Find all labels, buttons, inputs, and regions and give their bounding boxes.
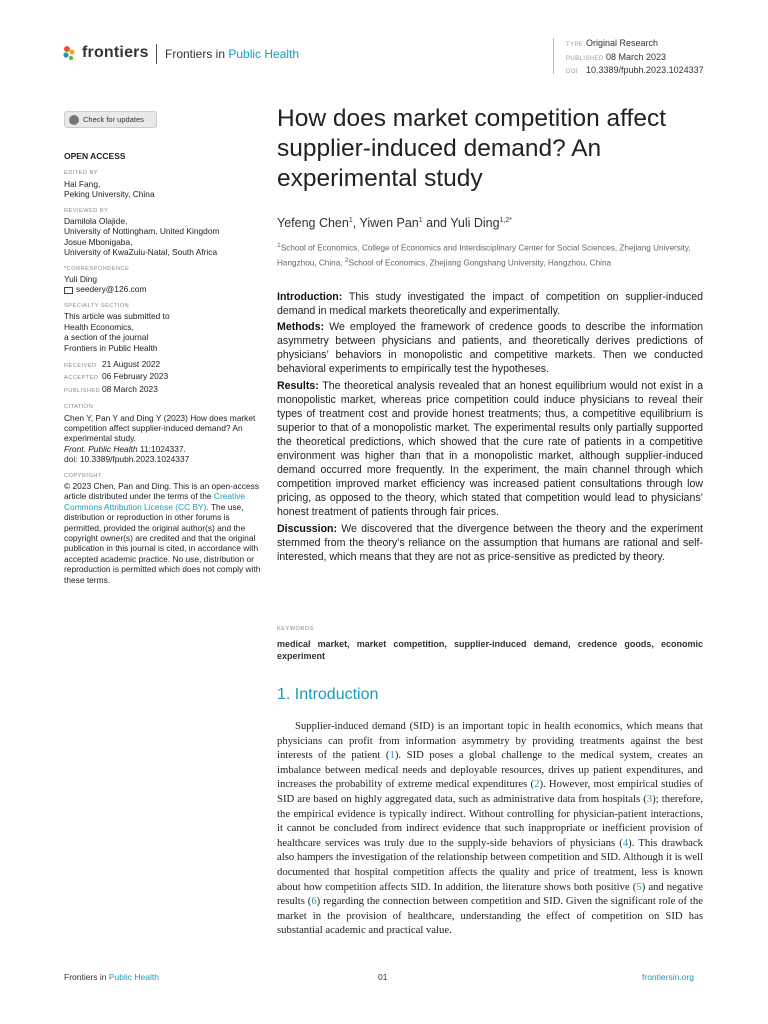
correspondence-email[interactable]: seedery@126.com	[76, 284, 147, 295]
specialty-line: This article was submitted to	[64, 311, 170, 322]
section-heading: 1. Introduction	[277, 686, 379, 703]
citation-text: Chen Y, Pan Y and Ding Y (2023) How does market competition affect supplier-induced demand? An experimental study.	[64, 412, 256, 444]
edited-by-label: EDITED BY	[64, 170, 99, 177]
author-name[interactable]: , Yiwen Pan	[352, 216, 419, 230]
published-label: PUBLISHED	[64, 387, 101, 394]
accepted-date: 06 February 2023	[102, 371, 169, 382]
correspondence-name: Yuli Ding	[64, 274, 98, 285]
copyright-part: © 2023 Chen, Pan and Ding. This is an open-access article distributed under the terms of the	[64, 480, 260, 502]
affil-text: School of Economics, Zhejiang Gongshang University, Hangzhou, China	[348, 258, 612, 268]
affiliations	[277, 240, 702, 269]
specialty-line: a section of the journal	[64, 332, 149, 343]
citation-journal-line	[64, 444, 269, 454]
abstract-methods	[277, 320, 703, 376]
type-label: TYPE	[566, 42, 584, 48]
abstract-heading: Discussion:	[277, 522, 338, 535]
abstract-text: We employed the framework of credence goods to describe the information asymmetry between physicians and patients, and theoretically derives predictions of physicians’ behaviors in monopolistic and competitive markets. Then we conducted behavioral experiments to empirically test the hypotheses.	[277, 321, 703, 376]
journal-name[interactable]	[165, 47, 299, 61]
article-meta	[566, 38, 704, 79]
doi-label: DOI	[566, 69, 578, 75]
reviewer-name: Damilola Olajide,	[64, 216, 128, 227]
body-text: ) and negative results (	[277, 880, 703, 908]
copyright-label: COPYRIGHT	[64, 472, 102, 479]
introduction-paragraph	[277, 719, 703, 938]
body-text: Supplier-induced demand (SID) is an important topic in health economics, which means that physicians can profit from information asymmetry by providing treatments against the best interests of the patient (	[277, 720, 703, 762]
page-number: 01	[378, 972, 388, 982]
author-name[interactable]: and Yuli Ding	[422, 216, 500, 230]
abstract-heading: Results:	[277, 379, 319, 392]
logo-wordmark: frontiers	[82, 44, 149, 61]
reference-link[interactable]: 1	[389, 749, 395, 762]
reference-link[interactable]: 2	[534, 778, 540, 791]
check-for-updates-label: Check for updates	[83, 115, 144, 124]
article-sidebar	[64, 151, 269, 585]
reference-link[interactable]: 4	[622, 836, 629, 849]
citation-doi[interactable]: doi: 10.3389/fpubh.2023.1024337	[64, 454, 190, 465]
specialty-line: Frontiers in Public Health	[64, 342, 158, 353]
body-text: ); therefore, the empirical evidence is typically indirect. Without controlling for physician-patient interactions, it cannot be concluded from indirect evidence that such inappropriate or inefficient provision of healthcare services was truly due to the supply-side behaviors of physicians (	[277, 792, 703, 849]
reference-link[interactable]: 5	[636, 880, 642, 893]
abstract	[277, 290, 703, 566]
author-affil-ref: 1	[348, 216, 353, 224]
body-text: ). SID poses a global challenge to the medical system, creates an imbalance between medical needs and deployable resources, drives up patient expenditures, and increases the probability of extreme medical expenditures (	[277, 749, 703, 791]
journal-section: Public Health	[228, 47, 300, 61]
keywords: medical market, market competition, supplier-induced demand, credence goods, economic experiment	[277, 639, 703, 661]
affil-number: 2	[344, 256, 349, 264]
author-name[interactable]: Yefeng Chen	[277, 216, 349, 230]
footer-site-link[interactable]: frontiersin.org	[642, 972, 694, 982]
received-label: RECEIVED	[64, 362, 97, 369]
doi-value[interactable]: 10.3389/fpubh.2023.1024337	[586, 65, 704, 75]
copyright-text	[64, 481, 269, 585]
author-affil-ref: 1	[418, 216, 423, 224]
reference-link[interactable]: 3	[646, 792, 653, 805]
frontiers-logo-icon	[62, 45, 76, 61]
meta-divider	[553, 38, 554, 74]
header-divider	[156, 44, 157, 64]
reviewer-name: Josue Mbonigaba,	[64, 236, 133, 247]
correspondence-label: *CORRESPONDENCE	[64, 265, 130, 272]
citation-label: CITATION	[64, 404, 94, 411]
affil-text: School of Economics, College of Economics and Interdisciplinary Center for Social Sciences, Zhejiang University, Hangzhou, China,	[277, 243, 691, 268]
open-access-label: OPEN ACCESS	[64, 151, 126, 161]
abstract-text: This study investigated the impact of competition on supplier-induced demand in medical markets theoretically and experimentally.	[277, 291, 703, 318]
reviewed-by-label: REVIEWED BY	[64, 207, 109, 214]
footer-journal-name: Public Health	[108, 972, 159, 982]
reference-link[interactable]: 6	[311, 895, 317, 908]
reviewer-affiliation: University of KwaZulu-Natal, South Africa	[64, 247, 218, 258]
body-text: ) regarding the connection between competition and SID. Given the significant role of the market in the provision of healthcare, understanding the effect of competition on SID has substantial academic and practical value.	[277, 895, 703, 937]
dates	[64, 359, 269, 396]
frontiers-logo[interactable]	[62, 44, 149, 62]
footer-journal-prefix: Frontiers in	[64, 972, 109, 982]
footer-journal[interactable]	[64, 972, 159, 982]
cc-license-link[interactable]: Creative Commons Attribution License (CC BY)	[64, 491, 246, 512]
mail-icon	[64, 287, 73, 294]
citation-journal: Front. Public Health	[64, 443, 138, 454]
copyright-part: . The use, distribution or reproduction in other forums is permitted, provided the original author(s) and the copyright owner(s) are credited and that the original publication in this journal is cited, in accordance with accepted academic practice. No use, distribution or reproduction is permitted which does not comply with these terms.	[64, 501, 261, 585]
abstract-introduction	[277, 290, 703, 318]
correspondence-email-row[interactable]	[64, 284, 269, 294]
article-title: How does market competition affect supplier-induced demand? An experimental study	[277, 105, 667, 192]
author-affil-ref: 1,2*	[499, 216, 513, 224]
abstract-text: The theoretical analysis revealed that an honest equilibrium would not exist in a monopolistic market, whereas price competition could induce physicians to reveal their types of treatment cost and provide honest treatments; thus, a competitive equilibrium is superior to that of a monopolistic market. The experimental results only partially supported the theoretical predictions, which showed that the cure rate of patients in a competitive environment was higher than that in a monopolistic market, although supplier-induced demand occurred more frequently. In the experiment, the main channel through which competition improved market efficiency was increased patient consultations through low pricing, as opposed to the theory, which stated that competition would lead to physicians’ honest treatment of patients through fair prices.	[277, 379, 703, 519]
accepted-label: ACCEPTED	[64, 375, 99, 382]
body-text: ). However, most empirical studies of SID are based on highly aggregated data, such as administrative data from hospitals (	[277, 778, 703, 805]
editor-name: Hai Fang,	[64, 178, 101, 189]
keywords-label: KEYWORDS	[277, 626, 314, 632]
abstract-text: We discovered that the divergence between the theory and the experiment stemmed from the theory’s reliance on the assumption that humans are rational and self-interested, which means that they are not as price-sensitive as predicted by theory.	[277, 522, 703, 563]
type-value: Original Research	[586, 38, 659, 48]
specialty-line: Health Economics,	[64, 321, 134, 332]
published-label: PUBLISHED	[566, 55, 604, 62]
published-date: 08 March 2023	[102, 383, 158, 394]
abstract-heading: Methods:	[277, 321, 325, 334]
reviewer-affiliation: University of Nottingham, United Kingdom	[64, 226, 220, 237]
received-date: 21 August 2022	[102, 358, 161, 369]
editor-affiliation: Peking University, China	[64, 189, 155, 200]
body-text: ). This drawback also hampers the investigation of the relationship between competition and SID. Although it is well documented that hospital competition affects the quality and price of treatment, less is known about how competition affects SID. In addition, the literature shows both positive (	[277, 836, 704, 893]
update-icon	[69, 115, 79, 125]
abstract-discussion	[277, 522, 703, 564]
citation-volume: 11:1024337.	[137, 443, 186, 454]
affil-number: 1	[277, 242, 281, 249]
published-value: 08 March 2023	[606, 51, 667, 62]
abstract-heading: Introduction:	[277, 291, 343, 303]
author-list	[277, 216, 512, 230]
abstract-results	[277, 379, 703, 520]
check-for-updates-button[interactable]	[64, 111, 157, 128]
journal-prefix: Frontiers in	[165, 47, 226, 61]
specialty-label: SPECIALTY SECTION	[64, 302, 130, 309]
